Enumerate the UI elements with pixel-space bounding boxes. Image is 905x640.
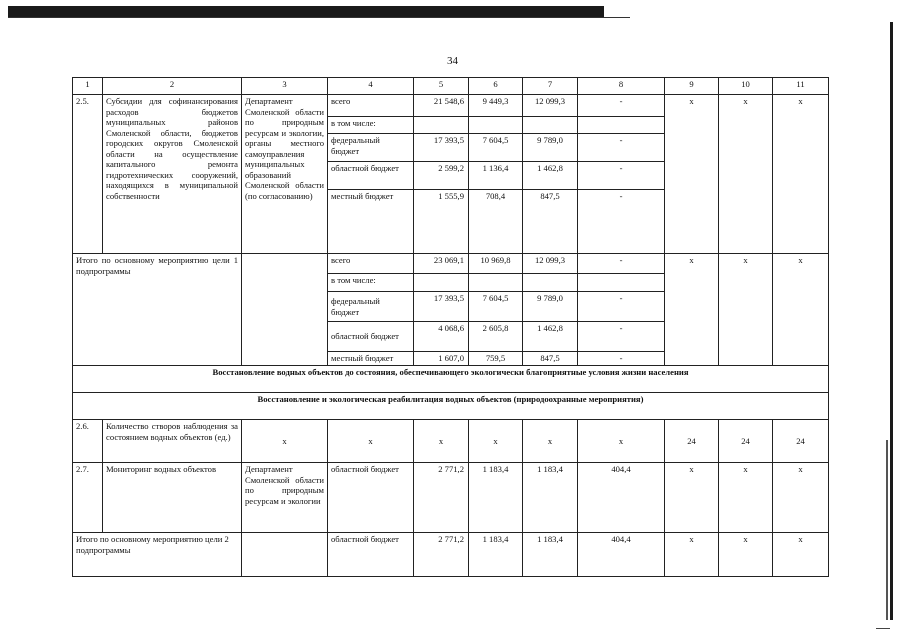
scan-corner-mark (876, 628, 890, 629)
value-cell: 12 099,3 (523, 254, 578, 274)
value-cell: 9 789,0 (523, 134, 578, 162)
table-row (73, 95, 829, 117)
value-cell: 2 605,8 (469, 322, 523, 352)
header-cell: 3 (242, 78, 328, 95)
table-row (73, 463, 829, 533)
value-cell: 24 (773, 420, 829, 463)
value-cell: х (469, 420, 523, 463)
scan-right-edge (890, 22, 893, 620)
value-cell: - (578, 352, 665, 366)
indicator-cell: х (665, 95, 719, 254)
header-cell: 8 (578, 78, 665, 95)
funding-source: областной бюджет (328, 162, 414, 190)
value-cell: 7 604,5 (469, 134, 523, 162)
indicator-cell: х (665, 254, 719, 366)
value-cell: х (328, 420, 414, 463)
value-cell: 847,5 (523, 190, 578, 254)
value-cell: х (665, 533, 719, 577)
funding-source: областной бюджет (328, 322, 414, 352)
value-cell: 2 771,2 (414, 463, 469, 533)
header-cell: 2 (103, 78, 242, 95)
value-cell: - (578, 254, 665, 274)
funding-source: всего (328, 254, 414, 274)
funding-source: областной бюджет (328, 533, 414, 577)
measure-name: Мониторинг водных объектов (103, 463, 242, 533)
section-row (73, 366, 829, 393)
value-cell: 9 789,0 (523, 292, 578, 322)
value-cell: х (719, 533, 773, 577)
indicator-cell: х (719, 95, 773, 254)
value-cell: х (578, 420, 665, 463)
table-row (73, 533, 829, 577)
header-cell: 9 (665, 78, 719, 95)
value-cell: 1 183,4 (469, 463, 523, 533)
scan-right-edge-inner (886, 440, 888, 620)
scan-top-line (8, 17, 630, 18)
value-cell: 24 (719, 420, 773, 463)
funding-source: местный бюджет (328, 352, 414, 366)
value-cell: - (578, 190, 665, 254)
value-cell: х (665, 463, 719, 533)
value-cell: - (578, 95, 665, 117)
value-cell: 404,4 (578, 533, 665, 577)
value-cell: х (242, 420, 328, 463)
value-cell: 7 604,5 (469, 292, 523, 322)
indicator-cell: х (773, 95, 829, 254)
value-cell: 1 183,4 (469, 533, 523, 577)
funding-source: областной бюджет (328, 463, 414, 533)
section-row (73, 393, 829, 420)
funding-source: местный бюджет (328, 190, 414, 254)
measure-name: Количество створов наблюдения за состоянием водных объектов (ед.) (103, 420, 242, 463)
value-cell: 2 599,2 (414, 162, 469, 190)
value-cell: 1 555,9 (414, 190, 469, 254)
scan-top-bar (8, 6, 604, 17)
funding-source: в том числе: (328, 117, 414, 134)
total-name: Итого по основному мероприятию цели 2 подпрограммы (73, 533, 242, 577)
value-cell: 17 393,5 (414, 292, 469, 322)
section-task: Восстановление и экологическая реабилитация водных объектов (природоохранные мероприятия) (73, 393, 829, 420)
indicator-cell: х (719, 254, 773, 366)
table-row (73, 420, 829, 463)
value-cell: 708,4 (469, 190, 523, 254)
executor: Департамент Смоленской области по природным ресурсам и экологии, органы местного самоуправления муниципальных образований Смоленской области (по согласованию) (242, 95, 328, 254)
value-cell: 17 393,5 (414, 134, 469, 162)
value-cell: 759,5 (469, 352, 523, 366)
header-cell: 6 (469, 78, 523, 95)
value-cell: 847,5 (523, 352, 578, 366)
header-row (73, 78, 829, 95)
row-number: 2.7. (73, 463, 103, 533)
value-cell: х (773, 463, 829, 533)
budget-table (72, 77, 829, 577)
executor: Департамент Смоленской области по природным ресурсам и экологии (242, 463, 328, 533)
value-cell: х (414, 420, 469, 463)
header-cell: 11 (773, 78, 829, 95)
indicator-cell: х (773, 254, 829, 366)
header-cell: 4 (328, 78, 414, 95)
page-number: 34 (447, 55, 458, 67)
value-cell: - (578, 322, 665, 352)
value-cell: х (773, 533, 829, 577)
value-cell: 1 183,4 (523, 463, 578, 533)
value-cell: х (523, 420, 578, 463)
section-goal: Восстановление водных объектов до состояния, обеспечивающего экологически благоприятные условия жизни населения (73, 366, 829, 393)
value-cell: 1 607,0 (414, 352, 469, 366)
value-cell: 1 183,4 (523, 533, 578, 577)
funding-source: всего (328, 95, 414, 117)
value-cell: 12 099,3 (523, 95, 578, 117)
row-number: 2.6. (73, 420, 103, 463)
value-cell: 1 136,4 (469, 162, 523, 190)
value-cell: х (719, 463, 773, 533)
value-cell: 404,4 (578, 463, 665, 533)
funding-source: в том числе: (328, 274, 414, 292)
header-cell: 7 (523, 78, 578, 95)
value-cell: - (578, 134, 665, 162)
value-cell: 2 771,2 (414, 533, 469, 577)
value-cell: 1 462,8 (523, 162, 578, 190)
funding-source: федеральный бюджет (328, 292, 414, 322)
value-cell: - (578, 162, 665, 190)
funding-source: федеральный бюджет (328, 134, 414, 162)
value-cell: 23 069,1 (414, 254, 469, 274)
table-row (73, 254, 829, 274)
measure-name: Субсидии для софинансирования расходов бюджетов муниципальных районов Смоленской области, бюджетов городских округов Смоленской области на осуществление капитального ремонта гидротехнических сооружений, находящихся в муниципальной собственности (103, 95, 242, 254)
total-name: Итого по основному мероприятию цели 1 подпрограммы (73, 254, 242, 366)
header-cell: 10 (719, 78, 773, 95)
value-cell: 4 068,6 (414, 322, 469, 352)
header-cell: 1 (73, 78, 103, 95)
value-cell: 10 969,8 (469, 254, 523, 274)
header-cell: 5 (414, 78, 469, 95)
value-cell: 1 462,8 (523, 322, 578, 352)
value-cell: 21 548,6 (414, 95, 469, 117)
value-cell: 9 449,3 (469, 95, 523, 117)
row-number: 2.5. (73, 95, 103, 254)
value-cell: - (578, 292, 665, 322)
value-cell: 24 (665, 420, 719, 463)
